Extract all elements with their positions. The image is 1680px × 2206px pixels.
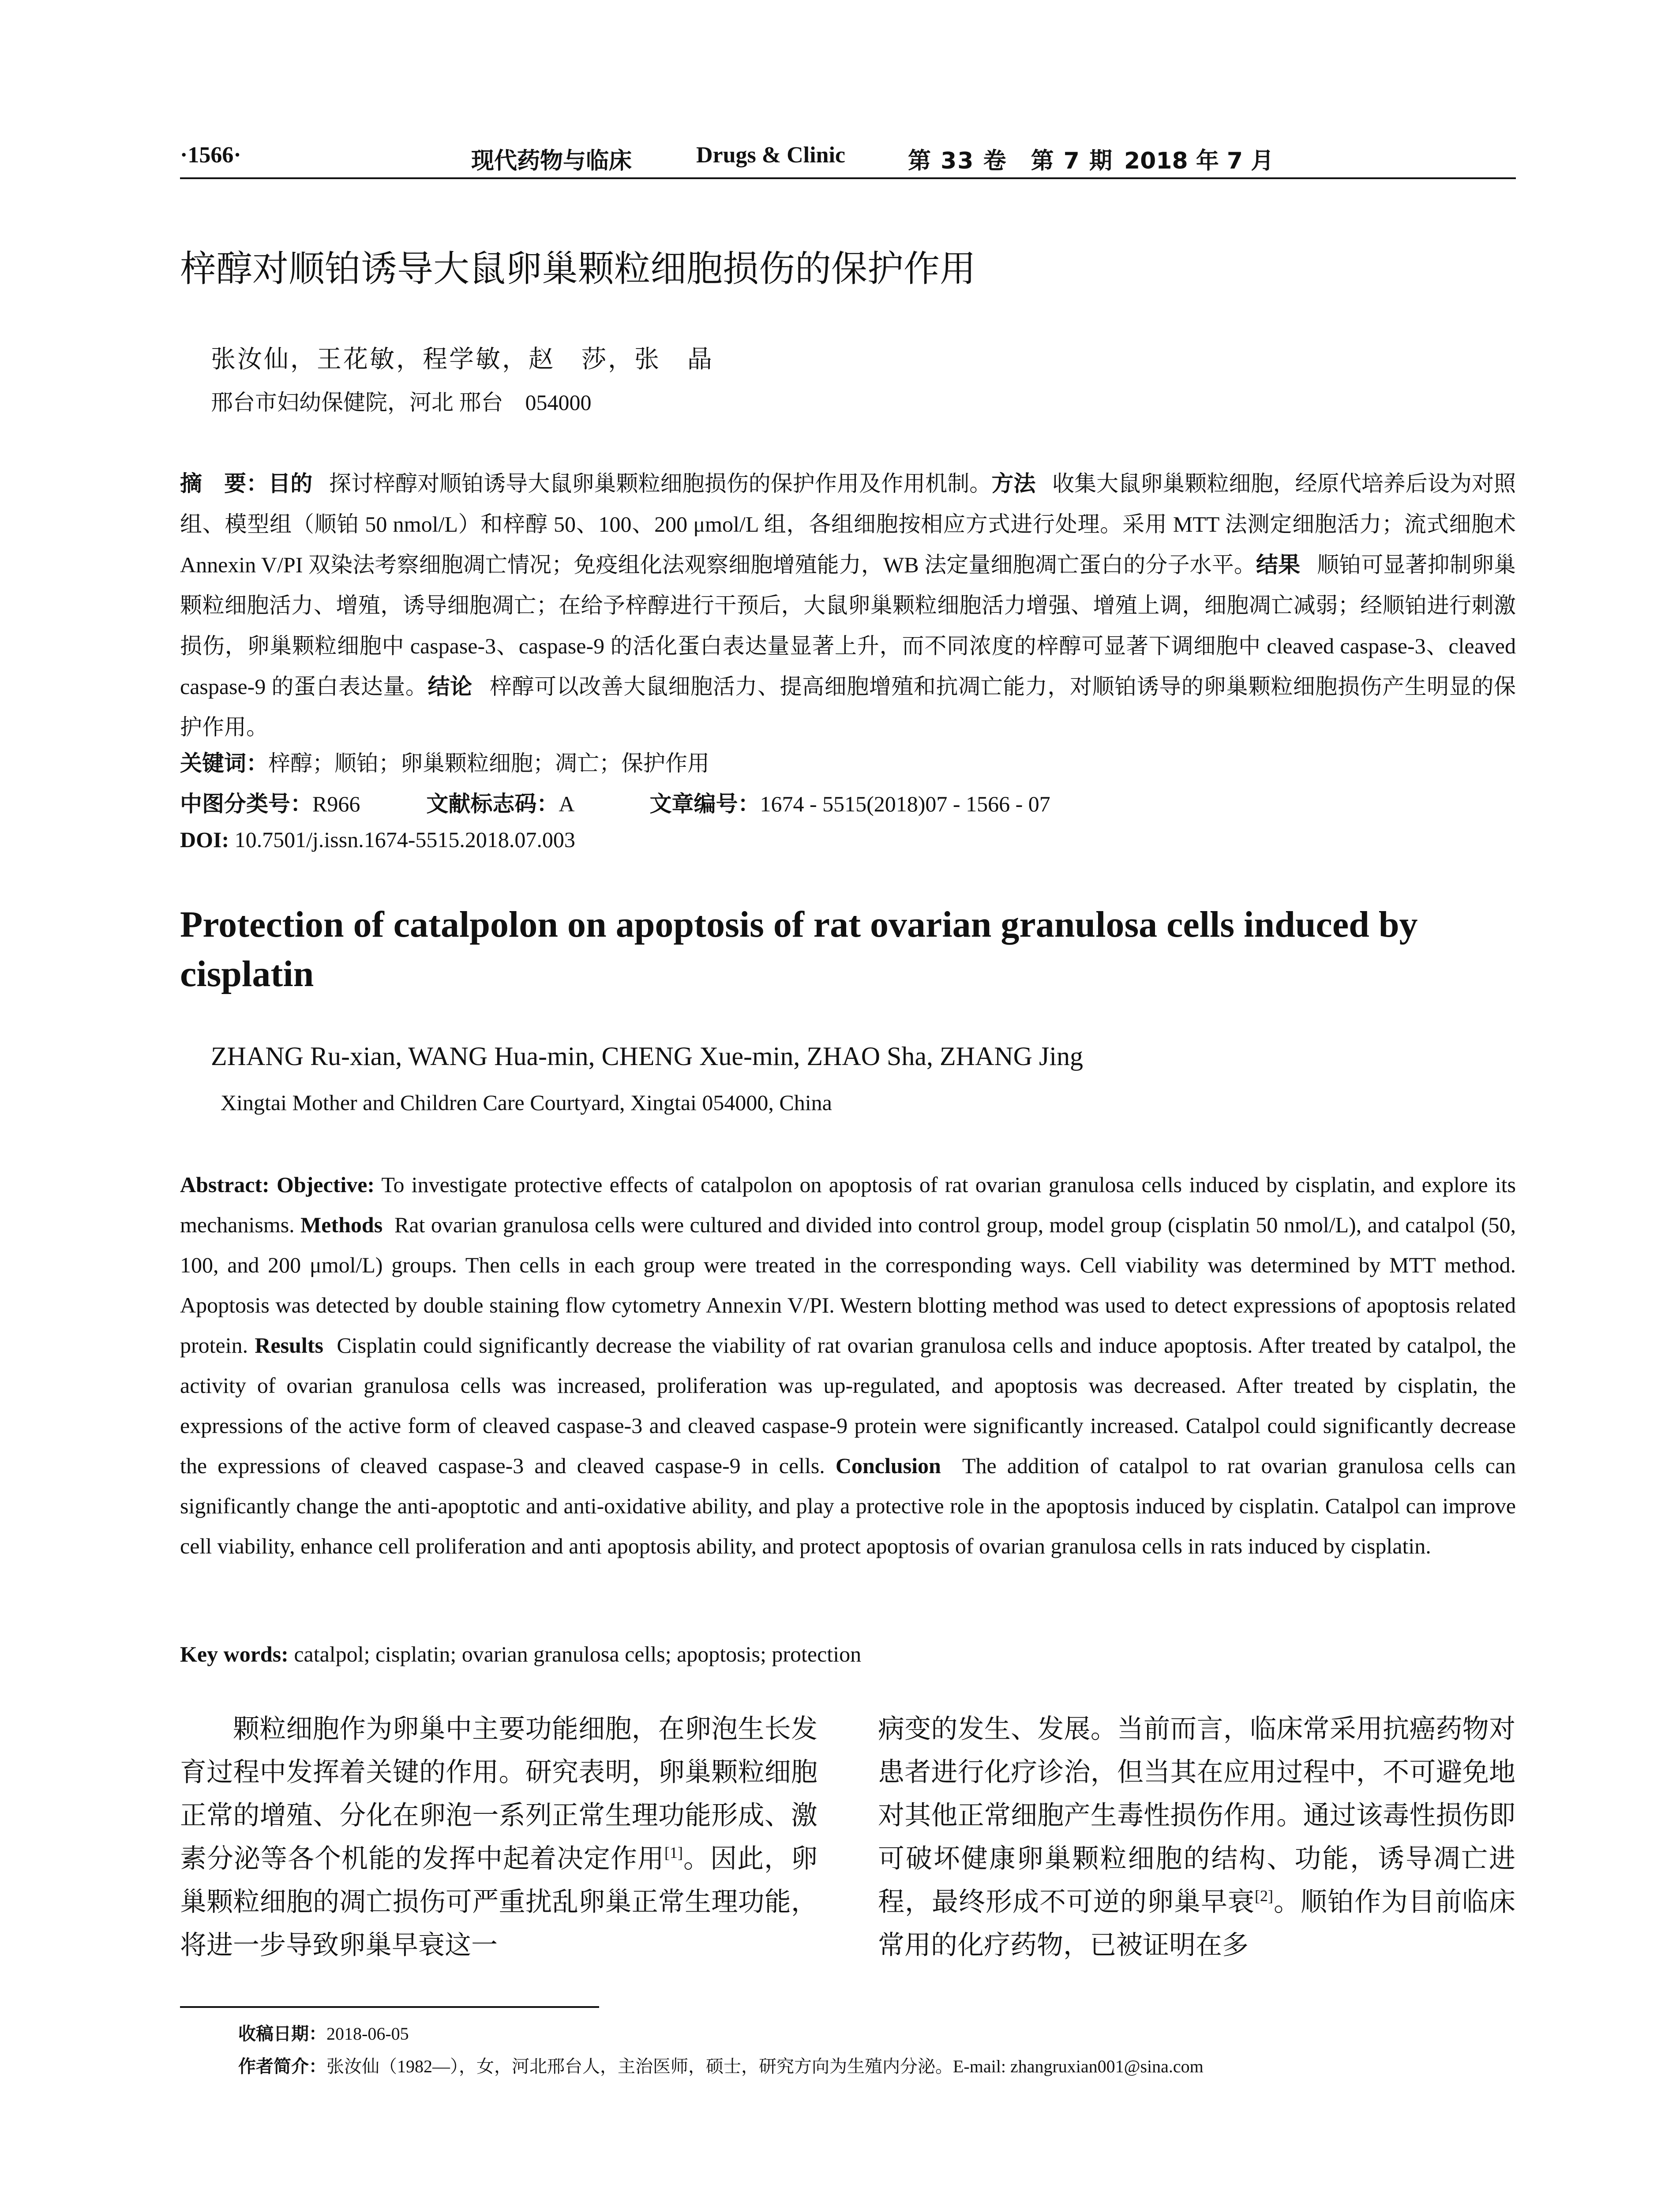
clc-value: R966 — [312, 792, 360, 816]
keywords-text-cn: 梓醇；顺铂；卵巢颗粒细胞；凋亡；保护作用 — [268, 751, 709, 776]
doi-line — [180, 827, 575, 852]
volume-issue: 第 33 卷 第 7 期 — [908, 148, 1113, 174]
keywords-en — [180, 1641, 861, 1667]
abstract-en — [180, 1165, 1516, 1566]
methods-text-cn: 收集大鼠卵巢颗粒细胞，经原代培养后设为对照组、模型组（顺铂 50 nmol/L）和梓醇 50、100、200 μmol/L 组，各组细胞按相应方式进行处理。采用 MTT 法测定细胞活力；流式细胞术 Annexin V/PI 双染法考察细胞凋亡情况；免疫组化法观察细胞增殖能力，WB 法定量细胞凋亡蛋白的分子水平。 — [180, 471, 1516, 577]
methods-label-cn: 方法 — [991, 471, 1036, 496]
clc-label: 中图分类号： — [180, 791, 312, 817]
classification-line — [180, 786, 1050, 818]
footnote-author — [238, 2052, 1204, 2078]
methods-label-en: Methods — [300, 1212, 383, 1237]
running-header — [180, 140, 1516, 178]
keywords-label-cn: 关键词： — [180, 750, 268, 776]
page-number: ·1566· — [180, 143, 241, 168]
title-cn: 梓醇对顺铂诱导大鼠卵巢颗粒细胞损伤的保护作用 — [180, 248, 976, 290]
body-column-right — [878, 1707, 1515, 1967]
affiliation-en: Xingtai Mother and Children Care Courtyard, Xingtai 054000, China — [221, 1090, 832, 1115]
authors-en: ZHANG Ru-xian, WANG Hua-min, CHENG Xue-min, ZHAO Sha, ZHANG Jing — [211, 1042, 1084, 1071]
footnote-rule — [180, 2006, 599, 2008]
abstract-label-cn: 摘 要： — [180, 471, 269, 496]
conclusion-text-cn: 梓醇可以改善大鼠细胞活力、提高细胞增殖和抗凋亡能力，对顺铂诱导的卵巢颗粒细胞损伤产生明显的保护作用。 — [180, 674, 1516, 739]
objective-label-en: Objective: — [276, 1172, 375, 1197]
objective-label-cn: 目的 — [268, 471, 313, 496]
objective-text-cn: 探讨梓醇对顺铂诱导大鼠卵巢颗粒细胞损伤的保护作用及作用机制。 — [329, 471, 992, 496]
article-no-label: 文章编号： — [649, 791, 760, 817]
journal-name-en: Drugs & Clinic — [696, 143, 845, 168]
abstract-label-en: Abstract: — [180, 1172, 270, 1197]
author-bio-text: 张汝仙（1982—），女，河北邢台人，主治医师，硕士，研究方向为生殖内分泌。E-mail: zhangruxian001@sina.com — [326, 2056, 1204, 2076]
doc-code-value: A — [559, 792, 575, 816]
doi-label: DOI: — [180, 827, 229, 852]
methods-text-en: Rat ovarian granulosa cells were cultured and divided into control group, model group (cisplatin 50 nmol/L), and catalpol (50, 100, and 200 μmol/L) groups. Then cells in each group were treated in the corresponding ways. Cell viability was determined by MTT method. Apoptosis was detected by double staining flow cytometry Annexin V/PI. Western blotting method was used to detect expressions of apoptosis related protein. — [180, 1212, 1516, 1358]
abstract-cn — [180, 463, 1516, 747]
doi-value: 10.7501/j.issn.1674-5515.2018.07.003 — [234, 827, 575, 852]
keywords-text-en: catalpol; cisplatin; ovarian granulosa cells; apoptosis; protection — [294, 1642, 862, 1666]
author-bio-label: 作者简介： — [238, 2056, 326, 2077]
issue-date: 2018 年 7 月 — [1124, 148, 1274, 174]
received-date: 2018-06-05 — [326, 2024, 409, 2044]
results-text-en: Cisplatin could significantly decrease the viability of rat ovarian granulosa cells and induce apoptosis. After treated by catalpol, the activity of ovarian granulosa cells was increased, proliferation was up-regulated, and apoptosis was decreased. After treated by cisplatin, the expressions of the active form of cleaved caspase-3 and cleaved caspase-9 protein were significantly increased. Catalpol could significantly decrease the expressions of cleaved caspase-3 and cleaved caspase-9 in cells. — [180, 1333, 1516, 1478]
authors-cn: 张汝仙，王花敏，程学敏，赵 莎，张 晶 — [211, 346, 714, 373]
body-left-text-2: 。因此，卵巢颗粒细胞的凋亡损伤可严重扰乱卵巢正常生理功能，将进一步导致卵巢早衰这一 — [180, 1844, 818, 1960]
affiliation-cn: 邢台市妇幼保健院，河北 邢台 054000 — [211, 390, 592, 415]
received-label: 收稿日期： — [238, 2024, 326, 2044]
keywords-cn — [180, 746, 709, 777]
body-left-text-1: 颗粒细胞作为卵巢中主要功能细胞，在卵泡生长发育过程中发挥着关键的作用。研究表明，卵巢颗粒细胞正常的增殖、分化在卵泡一系列正常生理功能形成、激素分泌等各个机能的发挥中起着决定作用 — [180, 1715, 818, 1873]
journal-name-cn: 现代药物与临床 — [471, 148, 632, 174]
citation-1[interactable]: [1] — [664, 1844, 683, 1861]
conclusion-label-en: Conclusion — [835, 1453, 941, 1478]
title-en: Protection of catalpolon on apoptosis of rat ovarian granulosa cells induced by cisplatin — [180, 904, 1418, 994]
article-no-value: 1674 - 5515(2018)07 - 1566 - 07 — [760, 792, 1050, 816]
results-text-cn: 顺铂可显著抑制卵巢颗粒细胞活力、增殖，诱导细胞凋亡；在给予梓醇进行干预后，大鼠卵巢颗粒细胞活力增强、增殖上调，细胞凋亡减弱；经顺铂进行刺激损伤，卵巢颗粒细胞中 caspase-3、caspase-9 的活化蛋白表达量显著上升，而不同浓度的梓醇可显著下调细胞中 cleaved caspase-3、cleaved caspase-9 的蛋白表达量。 — [180, 552, 1516, 699]
body-right-text-2: 。顺铂作为目前临床常用的化疗药物，已被证明在多 — [878, 1887, 1516, 1960]
citation-2[interactable]: [2] — [1255, 1887, 1273, 1905]
keywords-label-en: Key words: — [180, 1642, 289, 1666]
header-rule — [180, 177, 1516, 179]
results-label-en: Results — [255, 1333, 323, 1358]
conclusion-text-en: The addition of catalpol to rat ovarian granulosa cells can significantly change the anti-apoptotic and anti-oxidative ability, and play a protective role in the apoptosis induced by cisplatin. Catalpol can improve cell viability, enhance cell proliferation and anti apoptosis ability, and protect apoptosis of ovarian granulosa cells in rats induced by cisplatin. — [180, 1453, 1516, 1558]
footnote-received — [238, 2020, 409, 2045]
body-column-left — [180, 1707, 818, 1967]
conclusion-label-cn: 结论 — [428, 674, 472, 699]
body-right-text-1: 病变的发生、发展。当前而言，临床常采用抗癌药物对患者进行化疗诊治，但当其在应用过程中，不可避免地对其他正常细胞产生毒性损伤作用。通过该毒性损伤即可破坏健康卵巢颗粒细胞的结构、功能，诱导凋亡进程，最终形成不可逆的卵巢早衰 — [878, 1715, 1515, 1917]
objective-text-en: To investigate protective effects of catalpolon on apoptosis of rat ovarian granulosa cells induced by cisplatin, and explore its mechanisms. — [180, 1172, 1516, 1237]
doc-code-label: 文献标志码： — [426, 791, 559, 817]
results-label-cn: 结果 — [1256, 552, 1301, 578]
